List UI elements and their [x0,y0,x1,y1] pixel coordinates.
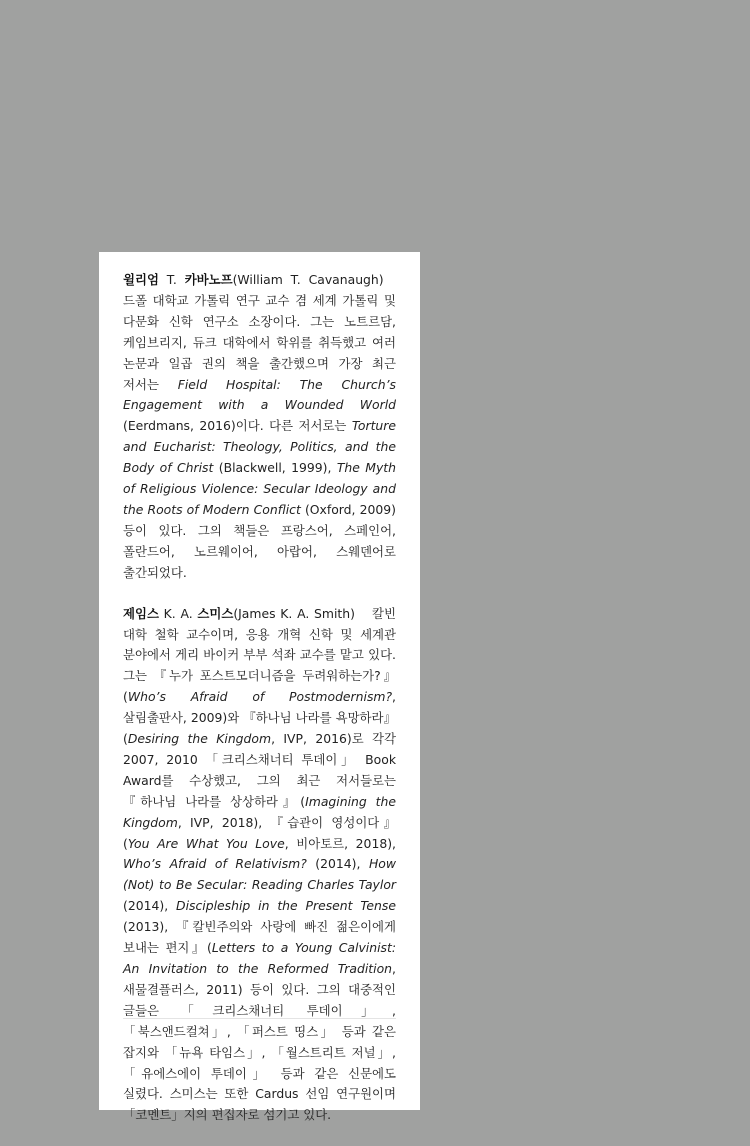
author-name: 제임스 [123,605,159,621]
book-title: How (Not) to Be Secular: Reading Charles Taylor [123,856,396,893]
bio-text: , 살림출판사, 2009)와 『하나님 나라를 욕망하라』( [123,689,396,747]
bio-text: (James K. A. Smith) 칼빈 대학 철학 교수이며, 응용 개혁 신학 및 세계관 분야에서 게리 바이커 부부 석좌 교수를 맡고 있다. 그는 『누가 포스트모더니즘을 두려워하는가?』( [123,605,396,705]
book-title: Torture and Eucharist: Theology, Politics, and the Body of Christ [123,418,396,476]
bio-text: (William T. Cavanaugh) 드폴 대학교 가톨릭 연구 교수 겸 세계 가톨릭 및 다문화 신학 연구소 소장이다. 그는 노트르담, 케임브리지, 듀크 대학에서 학위를 취득했고 여러 논문과 일곱 권의 책을 출간했으며 가장 최근 저서는 [123,272,396,392]
bio-text: , IVP, 2016)로 각각 2007, 2010 「크리스채너티 투데이」 Book Award를 수상했고, 그의 최근 저서들로는 『하나님 나라를 상상하라』( [123,731,396,809]
book-title: Field Hospital: The Church’s Engagement with a Wounded World [123,376,396,413]
bio-text: , 새물결플러스, 2011) 등이 있다. 그의 대중적인 글들은 「크리스채너티 투데이」, 「북스앤드컬쳐」, 「퍼스트 띵스」 등과 같은 잡지와 「뉴욕 타임스」, 「월스트리트 저널」, 「유에스에이 투데이」 등과 같은 신문에도 실렸다. 스미스는 또한 Cardus 선임 연구원이며 「코멘트」지의 편집자로 섬기고 있다. [123,961,396,1123]
bio-text: (2014), [123,898,177,914]
author-bio-cavanaugh [123,270,396,584]
bio-text: , 비아토르, 2018), [284,835,396,851]
bio-text: K. A. [158,605,198,621]
book-title: You Are What You Love [127,835,285,851]
author-bios [123,270,396,1146]
author-name: 윌리엄 [123,272,159,287]
bio-text: (2013), 『칼빈주의와 사랑에 빠진 젊은이에게 보내는 편지』( [123,919,396,956]
book-title: The Myth of Religious Violence: Secular Ideology and the Roots of Modern Conflict [123,460,396,517]
book-title: Desiring the Kingdom [127,731,272,747]
author-name: 스미스 [197,605,234,621]
bio-text: T. [158,272,185,287]
bio-text: (Eerdmans, 2016)이다. 다른 저서로는 [123,418,352,434]
bio-text: (2014), [306,856,369,872]
book-title: Who’s Afraid of Relativism? [123,856,307,872]
bio-text: , IVP, 2018), 『습관이 영성이다』( [123,814,396,851]
book-title: Discipleship in the Present Tense [176,898,396,914]
bottom-divider [123,1018,396,1019]
book-title: Imagining the Kingdom [123,793,397,830]
author-bio-smith [123,604,396,1127]
book-title: Who’s Afraid of Postmodernism? [127,689,393,705]
book-title: Letters to a Young Calvinist: An Invitation to the Reformed Tradition [123,940,397,976]
book-page [99,252,420,1123]
author-name: 카바노프 [184,272,233,287]
bio-text: (Oxford, 2009) 등이 있다. 그의 책들은 프랑스어, 스페인어, 폴란드어, 노르웨이어, 아랍어, 스웨덴어로 출간되었다. [123,501,396,580]
bio-text: (Blackwell, 1999), [213,460,337,476]
